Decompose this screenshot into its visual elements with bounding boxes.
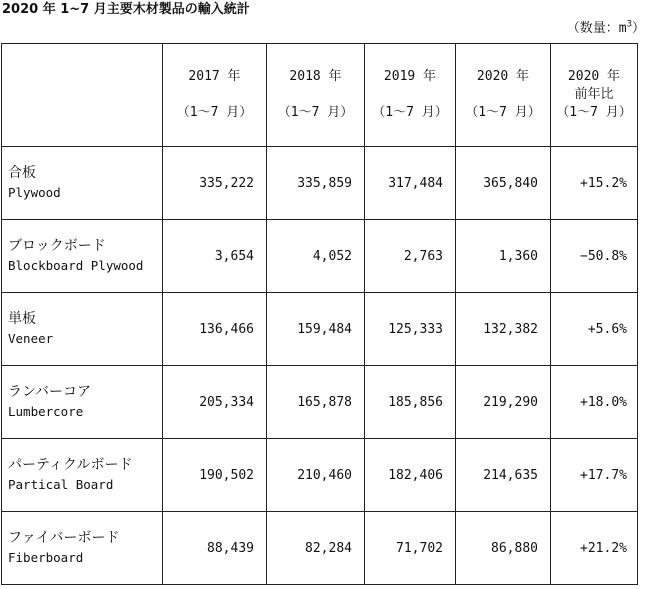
header-year: 2018 年 (289, 69, 342, 84)
product-name-en: Fiberboard (8, 550, 84, 565)
product-name-en: Veneer (8, 331, 54, 346)
value-2020: 214,635 (456, 439, 551, 512)
product-name-jp: 単板 (8, 311, 36, 327)
header-year: 2017 年 (188, 69, 241, 84)
value-2017: 88,439 (163, 512, 267, 585)
change-value: +5.6% (551, 293, 638, 366)
product-name-jp: ファイバーボード (8, 530, 120, 546)
table-row (2, 512, 638, 585)
header-2017 (163, 44, 267, 147)
header-period: （1～7 月） (176, 105, 253, 120)
product-label (2, 512, 163, 585)
value-2020: 1,360 (456, 220, 551, 293)
product-label (2, 439, 163, 512)
product-name-jp: ランバーコア (8, 384, 92, 400)
value-2019: 182,406 (365, 439, 456, 512)
value-2020: 365,840 (456, 147, 551, 220)
header-period: （1～7 月） (465, 105, 541, 120)
header-change-year: 2020 年 (567, 69, 621, 84)
value-2018: 335,859 (267, 147, 365, 220)
header-row (2, 44, 638, 147)
value-2019: 71,702 (365, 512, 456, 585)
value-2019: 2,763 (365, 220, 456, 293)
table-row (2, 147, 638, 220)
header-period: （1～7 月） (372, 105, 448, 120)
change-value: +17.7% (551, 439, 638, 512)
header-2020 (456, 44, 551, 147)
value-2017: 136,466 (163, 293, 267, 366)
value-2019: 125,333 (365, 293, 456, 366)
value-2018: 4,052 (267, 220, 365, 293)
header-year: 2019 年 (383, 69, 437, 84)
header-2019 (365, 44, 456, 147)
header-change (551, 44, 638, 147)
value-2020: 86,880 (456, 512, 551, 585)
value-2018: 165,878 (267, 366, 365, 439)
value-2020: 132,382 (456, 293, 551, 366)
unit-superscript: 3 (626, 19, 632, 30)
product-label (2, 293, 163, 366)
value-2020: 219,290 (456, 366, 551, 439)
header-period: （1～7 月） (277, 105, 354, 120)
value-2017: 205,334 (163, 366, 267, 439)
value-2019: 317,484 (365, 147, 456, 220)
product-name-en: Blockboard Plywood (8, 258, 144, 273)
product-name-jp: ブロックボード (8, 238, 106, 254)
value-2017: 335,222 (163, 147, 267, 220)
table-row (2, 439, 638, 512)
header-change-label: 前年比 (574, 87, 614, 102)
product-label (2, 220, 163, 293)
header-2018 (267, 44, 365, 147)
table-row (2, 220, 638, 293)
table-row (2, 293, 638, 366)
value-2017: 190,502 (163, 439, 267, 512)
value-2018: 210,460 (267, 439, 365, 512)
change-value: −50.8% (551, 220, 638, 293)
page-title: 2020 年 1~7 月主要木材製品の輸入統計 (2, 2, 250, 17)
value-2018: 82,284 (267, 512, 365, 585)
unit-label (567, 20, 645, 38)
header-year: 2020 年 (476, 69, 530, 84)
product-label (2, 366, 163, 439)
product-name-en: Lumbercore (8, 404, 84, 419)
unit-prefix: （数量：m (566, 21, 627, 36)
product-name-en: Partical Board (8, 477, 114, 492)
table-row (2, 366, 638, 439)
product-name-jp: 合板 (8, 165, 36, 181)
change-value: +18.0% (551, 366, 638, 439)
product-name-jp: パーティクルボード (8, 457, 133, 473)
value-2017: 3,654 (163, 220, 267, 293)
import-statistics-table (1, 43, 638, 585)
unit-suffix: ） (631, 21, 645, 36)
change-value: +21.2% (551, 512, 638, 585)
value-2018: 159,484 (267, 293, 365, 366)
product-label (2, 147, 163, 220)
value-2019: 185,856 (365, 366, 456, 439)
product-name-en: Plywood (8, 185, 61, 200)
header-empty-cell (2, 44, 163, 147)
change-value: +15.2% (551, 147, 638, 220)
header-change-period: （1～7 月） (556, 105, 632, 120)
